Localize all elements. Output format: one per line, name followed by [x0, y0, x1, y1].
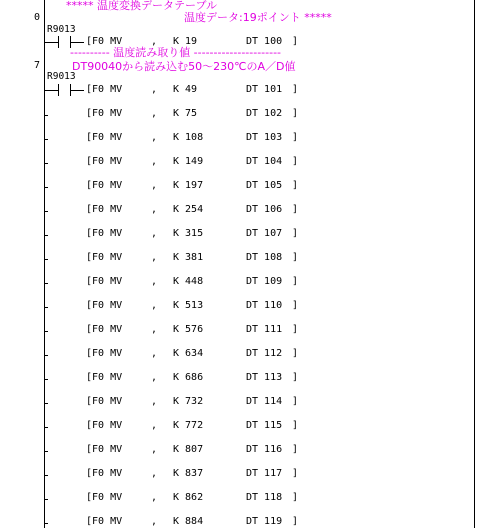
destination-register: DT 100	[246, 36, 283, 47]
operand-separator: ,	[151, 180, 158, 191]
instruction-close: ]	[292, 84, 299, 95]
left-power-rail	[44, 0, 45, 528]
destination-register: DT 105	[246, 180, 283, 191]
instruction-close: ]	[292, 468, 299, 479]
source-constant: K 19	[173, 36, 198, 47]
instruction-opcode: [F0 MV	[86, 156, 123, 167]
operand-separator: ,	[151, 444, 158, 455]
rung-tick	[44, 523, 48, 524]
rung-tick	[44, 307, 48, 308]
right-power-rail	[474, 0, 475, 528]
source-constant: K 884	[173, 516, 204, 527]
rung-tick	[44, 331, 48, 332]
comment-title: ***** 温度変換データテーブル	[66, 0, 218, 12]
source-constant: K 49	[173, 84, 198, 95]
instruction-opcode: [F0 MV	[86, 300, 123, 311]
instruction-close: ]	[292, 348, 299, 359]
operand-separator: ,	[151, 516, 158, 527]
source-constant: K 108	[173, 132, 204, 143]
operand-separator: ,	[151, 420, 158, 431]
instruction-close: ]	[292, 324, 299, 335]
rung-tick	[44, 187, 48, 188]
destination-register: DT 104	[246, 156, 283, 167]
instruction-close: ]	[292, 156, 299, 167]
rung-tick	[44, 475, 48, 476]
instruction-close: ]	[292, 36, 299, 47]
operand-separator: ,	[151, 252, 158, 263]
rung-tick	[44, 499, 48, 500]
destination-register: DT 116	[246, 444, 283, 455]
rung-tick	[44, 139, 48, 140]
source-constant: K 732	[173, 396, 204, 407]
destination-register: DT 113	[246, 372, 283, 383]
rung-tick	[44, 235, 48, 236]
operand-separator: ,	[151, 204, 158, 215]
instruction-opcode: [F0 MV	[86, 492, 123, 503]
instruction-opcode: [F0 MV	[86, 84, 123, 95]
contact-r9013[interactable]	[44, 84, 88, 96]
operand-separator: ,	[151, 324, 158, 335]
rung-tick	[44, 451, 48, 452]
source-constant: K 254	[173, 204, 204, 215]
source-constant: K 448	[173, 276, 204, 287]
relay-label: R9013	[47, 24, 76, 35]
instruction-opcode: [F0 MV	[86, 204, 123, 215]
source-constant: K 149	[173, 156, 204, 167]
destination-register: DT 112	[246, 348, 283, 359]
instruction-opcode: [F0 MV	[86, 396, 123, 407]
destination-register: DT 107	[246, 228, 283, 239]
operand-separator: ,	[151, 492, 158, 503]
operand-separator: ,	[151, 276, 158, 287]
destination-register: DT 117	[246, 468, 283, 479]
destination-register: DT 115	[246, 420, 283, 431]
operand-separator: ,	[151, 228, 158, 239]
comment-point-count: 温度データ:19ポイント *****	[184, 11, 332, 24]
instruction-opcode: [F0 MV	[86, 348, 123, 359]
source-constant: K 862	[173, 492, 204, 503]
operand-separator: ,	[151, 132, 158, 143]
rung-tick	[44, 283, 48, 284]
operand-separator: ,	[151, 300, 158, 311]
operand-separator: ,	[151, 396, 158, 407]
rung-tick	[44, 403, 48, 404]
instruction-close: ]	[292, 108, 299, 119]
rung-tick	[44, 355, 48, 356]
instruction-close: ]	[292, 204, 299, 215]
source-constant: K 197	[173, 180, 204, 191]
instruction-close: ]	[292, 132, 299, 143]
instruction-opcode: [F0 MV	[86, 108, 123, 119]
operand-separator: ,	[151, 372, 158, 383]
destination-register: DT 114	[246, 396, 283, 407]
instruction-opcode: [F0 MV	[86, 36, 123, 47]
destination-register: DT 108	[246, 252, 283, 263]
comment-source-description: DT90040から読み込む50～230℃のA／D値	[72, 60, 296, 73]
instruction-opcode: [F0 MV	[86, 420, 123, 431]
source-constant: K 686	[173, 372, 204, 383]
source-constant: K 634	[173, 348, 204, 359]
instruction-close: ]	[292, 180, 299, 191]
comment-section-divider: ---------- 温度読み取り値 ----------------------	[70, 46, 282, 59]
instruction-opcode: [F0 MV	[86, 276, 123, 287]
destination-register: DT 103	[246, 132, 283, 143]
destination-register: DT 111	[246, 324, 283, 335]
operand-separator: ,	[151, 36, 158, 47]
destination-register: DT 109	[246, 276, 283, 287]
rung-tick	[44, 163, 48, 164]
rung-tick	[44, 211, 48, 212]
source-constant: K 576	[173, 324, 204, 335]
relay-label: R9013	[47, 71, 76, 82]
instruction-opcode: [F0 MV	[86, 468, 123, 479]
operand-separator: ,	[151, 348, 158, 359]
instruction-opcode: [F0 MV	[86, 372, 123, 383]
rung-tick	[44, 379, 48, 380]
operand-separator: ,	[151, 156, 158, 167]
rung-tick	[44, 259, 48, 260]
source-constant: K 513	[173, 300, 204, 311]
instruction-opcode: [F0 MV	[86, 444, 123, 455]
instruction-close: ]	[292, 516, 299, 527]
instruction-close: ]	[292, 276, 299, 287]
instruction-close: ]	[292, 228, 299, 239]
rung-tick	[44, 115, 48, 116]
instruction-close: ]	[292, 372, 299, 383]
source-constant: K 75	[173, 108, 198, 119]
source-constant: K 315	[173, 228, 204, 239]
operand-separator: ,	[151, 468, 158, 479]
destination-register: DT 106	[246, 204, 283, 215]
source-constant: K 381	[173, 252, 204, 263]
instruction-opcode: [F0 MV	[86, 180, 123, 191]
destination-register: DT 119	[246, 516, 283, 527]
source-constant: K 837	[173, 468, 204, 479]
destination-register: DT 101	[246, 84, 283, 95]
destination-register: DT 102	[246, 108, 283, 119]
destination-register: DT 118	[246, 492, 283, 503]
destination-register: DT 110	[246, 300, 283, 311]
instruction-close: ]	[292, 396, 299, 407]
instruction-opcode: [F0 MV	[86, 132, 123, 143]
instruction-close: ]	[292, 444, 299, 455]
operand-separator: ,	[151, 84, 158, 95]
source-constant: K 807	[173, 444, 204, 455]
instruction-opcode: [F0 MV	[86, 228, 123, 239]
instruction-opcode: [F0 MV	[86, 516, 123, 527]
instruction-close: ]	[292, 252, 299, 263]
operand-separator: ,	[151, 108, 158, 119]
instruction-opcode: [F0 MV	[86, 324, 123, 335]
instruction-opcode: [F0 MV	[86, 252, 123, 263]
instruction-close: ]	[292, 492, 299, 503]
instruction-close: ]	[292, 420, 299, 431]
instruction-close: ]	[292, 300, 299, 311]
step-number: 0	[34, 12, 41, 23]
rung-tick	[44, 427, 48, 428]
step-number: 7	[34, 60, 41, 71]
source-constant: K 772	[173, 420, 204, 431]
